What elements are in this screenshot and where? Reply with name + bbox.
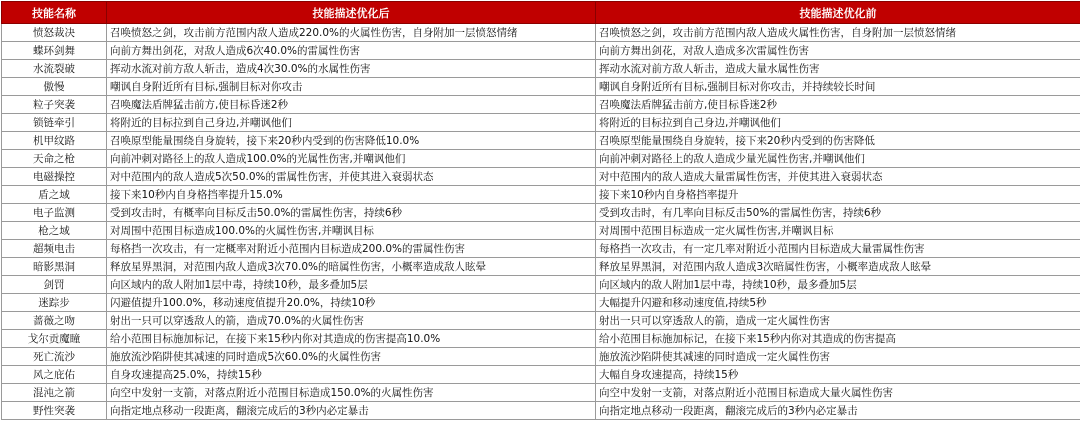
- table-row: [2, 402, 1080, 420]
- description-before-cell: 向指定地点移动一段距离，翻滚完成后的3秒内必定暴击: [596, 402, 1080, 420]
- description-before-cell: 每格挡一次攻击，有一定几率对附近小范围内目标造成大量雷属性伤害: [596, 240, 1080, 258]
- description-before-cell: 向空中发射一支箭，对落点附近小范围目标造成大量火属性伤害: [596, 384, 1080, 402]
- skill-name-cell: 暗影黑洞: [2, 258, 107, 276]
- table-row: [2, 222, 1080, 240]
- header-skill-name: 技能名称: [2, 2, 107, 24]
- description-after-cell: 每格挡一次攻击，有一定概率对附近小范围内目标造成200.0%的雷属性伤害: [107, 240, 596, 258]
- skill-name-cell: 超频电击: [2, 240, 107, 258]
- description-after-cell: 闪避值提升100.0%，移动速度值提升20.0%，持续10秒: [107, 294, 596, 312]
- table-row: [2, 150, 1080, 168]
- description-before-cell: 向区域内的敌人附加1层中毒，持续10秒，最多叠加5层: [596, 276, 1080, 294]
- skill-name-cell: 电磁操控: [2, 168, 107, 186]
- skill-name-cell: 电子监测: [2, 204, 107, 222]
- description-before-cell: 射出一只可以穿透敌人的箭，造成一定火属性伤害: [596, 312, 1080, 330]
- table-row: [2, 258, 1080, 276]
- skill-name-cell: 风之庇佑: [2, 366, 107, 384]
- skill-name-cell: 蝶环剑舞: [2, 42, 107, 60]
- description-after-cell: 自身攻速提高25.0%，持续15秒: [107, 366, 596, 384]
- skill-name-cell: 水流裂破: [2, 60, 107, 78]
- table-row: [2, 96, 1080, 114]
- description-before-cell: 召唤愤怒之剑，攻击前方范围内敌人造成火属性伤害，自身附加一层愤怒情绪: [596, 24, 1080, 42]
- description-after-cell: 向前方舞出剑花，对敌人造成6次40.0%的雷属性伤害: [107, 42, 596, 60]
- table-row: [2, 240, 1080, 258]
- description-after-cell: 向指定地点移动一段距离，翻滚完成后的3秒内必定暴击: [107, 402, 596, 420]
- description-after-cell: 向前冲刺对路径上的敌人造成100.0%的光属性伤害,并嘲讽他们: [107, 150, 596, 168]
- description-before-cell: 大幅提升闪避和移动速度值,持续5秒: [596, 294, 1080, 312]
- skill-name-cell: 戈尔贡魔瞳: [2, 330, 107, 348]
- table-row: [2, 168, 1080, 186]
- description-after-cell: 给小范围目标施加标记，在接下来15秒内你对其造成的伤害提高10.0%: [107, 330, 596, 348]
- table-row: [2, 348, 1080, 366]
- description-before-cell: 将附近的目标拉到自己身边,并嘲讽他们: [596, 114, 1080, 132]
- table-row: [2, 384, 1080, 402]
- table-row: [2, 204, 1080, 222]
- description-after-cell: 向区域内的敌人附加1层中毒，持续10秒，最多叠加5层: [107, 276, 596, 294]
- skill-name-cell: 迷踪步: [2, 294, 107, 312]
- table-row: [2, 276, 1080, 294]
- skill-name-cell: 盾之域: [2, 186, 107, 204]
- description-before-cell: 施放流沙陷阱使其减速的同时造成一定火属性伤害: [596, 348, 1080, 366]
- description-after-cell: 向空中发射一支箭，对落点附近小范围目标造成150.0%的火属性伤害: [107, 384, 596, 402]
- table-row: [2, 114, 1080, 132]
- description-after-cell: 召唤原型能量围绕自身旋转，接下来20秒内受到的伤害降低10.0%: [107, 132, 596, 150]
- description-before-cell: 挥动水流对前方敌人斩击，造成大量水属性伤害: [596, 60, 1080, 78]
- table-row: [2, 132, 1080, 150]
- description-before-cell: 接下来10秒内自身格挡率提升: [596, 186, 1080, 204]
- skill-name-cell: 野性突袭: [2, 402, 107, 420]
- skill-name-cell: 枪之域: [2, 222, 107, 240]
- description-after-cell: 对周围中范围目标造成100.0%的火属性伤害,并嘲讽目标: [107, 222, 596, 240]
- skill-name-cell: 锁链牵引: [2, 114, 107, 132]
- skill-name-cell: 混沌之箭: [2, 384, 107, 402]
- description-before-cell: 给小范围目标施加标记，在接下来15秒内你对其造成的伤害提高: [596, 330, 1080, 348]
- table-row: [2, 366, 1080, 384]
- description-before-cell: 释放星界黑洞，对范围内敌人造成3次暗属性伤害，小概率造成敌人眩晕: [596, 258, 1080, 276]
- description-after-cell: 召唤魔法盾牌猛击前方,使目标昏迷2秒: [107, 96, 596, 114]
- skill-name-cell: 剑罚: [2, 276, 107, 294]
- skill-name-cell: 愤怒裁决: [2, 24, 107, 42]
- table-row: [2, 60, 1080, 78]
- description-after-cell: 嘲讽自身附近所有目标,强制目标对你攻击: [107, 78, 596, 96]
- description-after-cell: 将附近的目标拉到自己身边,并嘲讽他们: [107, 114, 596, 132]
- table-row: [2, 42, 1080, 60]
- skill-name-cell: 蔷薇之吻: [2, 312, 107, 330]
- description-after-cell: 挥动水流对前方敌人斩击，造成4次30.0%的水属性伤害: [107, 60, 596, 78]
- skill-comparison-table: [1, 1, 1080, 420]
- skill-name-cell: 死亡流沙: [2, 348, 107, 366]
- description-after-cell: 对中范围内的敌人造成5次50.0%的雷属性伤害，并使其进入衰弱状态: [107, 168, 596, 186]
- header-description-before: 技能描述优化前: [596, 2, 1080, 24]
- skill-name-cell: 天命之枪: [2, 150, 107, 168]
- skill-name-cell: 机甲纹路: [2, 132, 107, 150]
- description-after-cell: 射出一只可以穿透敌人的箭，造成70.0%的火属性伤害: [107, 312, 596, 330]
- table-row: [2, 312, 1080, 330]
- description-before-cell: 向前冲刺对路径上的敌人造成少量光属性伤害,并嘲讽他们: [596, 150, 1080, 168]
- table-row: [2, 186, 1080, 204]
- table-row: [2, 24, 1080, 42]
- description-before-cell: 受到攻击时，有几率向目标反击50%的雷属性伤害，持续6秒: [596, 204, 1080, 222]
- table-row: [2, 294, 1080, 312]
- skill-name-cell: 傲慢: [2, 78, 107, 96]
- header-row: [2, 2, 1080, 24]
- description-after-cell: 接下来10秒内自身格挡率提升15.0%: [107, 186, 596, 204]
- skill-name-cell: 粒子突袭: [2, 96, 107, 114]
- table-body: [2, 24, 1080, 420]
- description-before-cell: 召唤原型能量围绕自身旋转，接下来20秒内受到的伤害降低: [596, 132, 1080, 150]
- description-after-cell: 召唤愤怒之剑，攻击前方范围内敌人造成220.0%的火属性伤害，自身附加一层愤怒情绪: [107, 24, 596, 42]
- description-before-cell: 大幅自身攻速提高，持续15秒: [596, 366, 1080, 384]
- description-before-cell: 向前方舞出剑花，对敌人造成多次雷属性伤害: [596, 42, 1080, 60]
- header-description-after: 技能描述优化后: [107, 2, 596, 24]
- description-before-cell: 对中范围内的敌人造成大量雷属性伤害，并使其进入衰弱状态: [596, 168, 1080, 186]
- table-row: [2, 330, 1080, 348]
- description-after-cell: 施放流沙陷阱使其减速的同时造成5次60.0%的火属性伤害: [107, 348, 596, 366]
- description-before-cell: 召唤魔法盾牌猛击前方,使目标昏迷2秒: [596, 96, 1080, 114]
- description-before-cell: 嘲讽自身附近所有目标,强制目标对你攻击，并持续较长时间: [596, 78, 1080, 96]
- description-after-cell: 受到攻击时，有概率向目标反击50.0%的雷属性伤害，持续6秒: [107, 204, 596, 222]
- description-after-cell: 释放星界黑洞，对范围内敌人造成3次70.0%的暗属性伤害，小概率造成敌人眩晕: [107, 258, 596, 276]
- table-row: [2, 78, 1080, 96]
- description-before-cell: 对周围中范围目标造成一定火属性伤害,并嘲讽目标: [596, 222, 1080, 240]
